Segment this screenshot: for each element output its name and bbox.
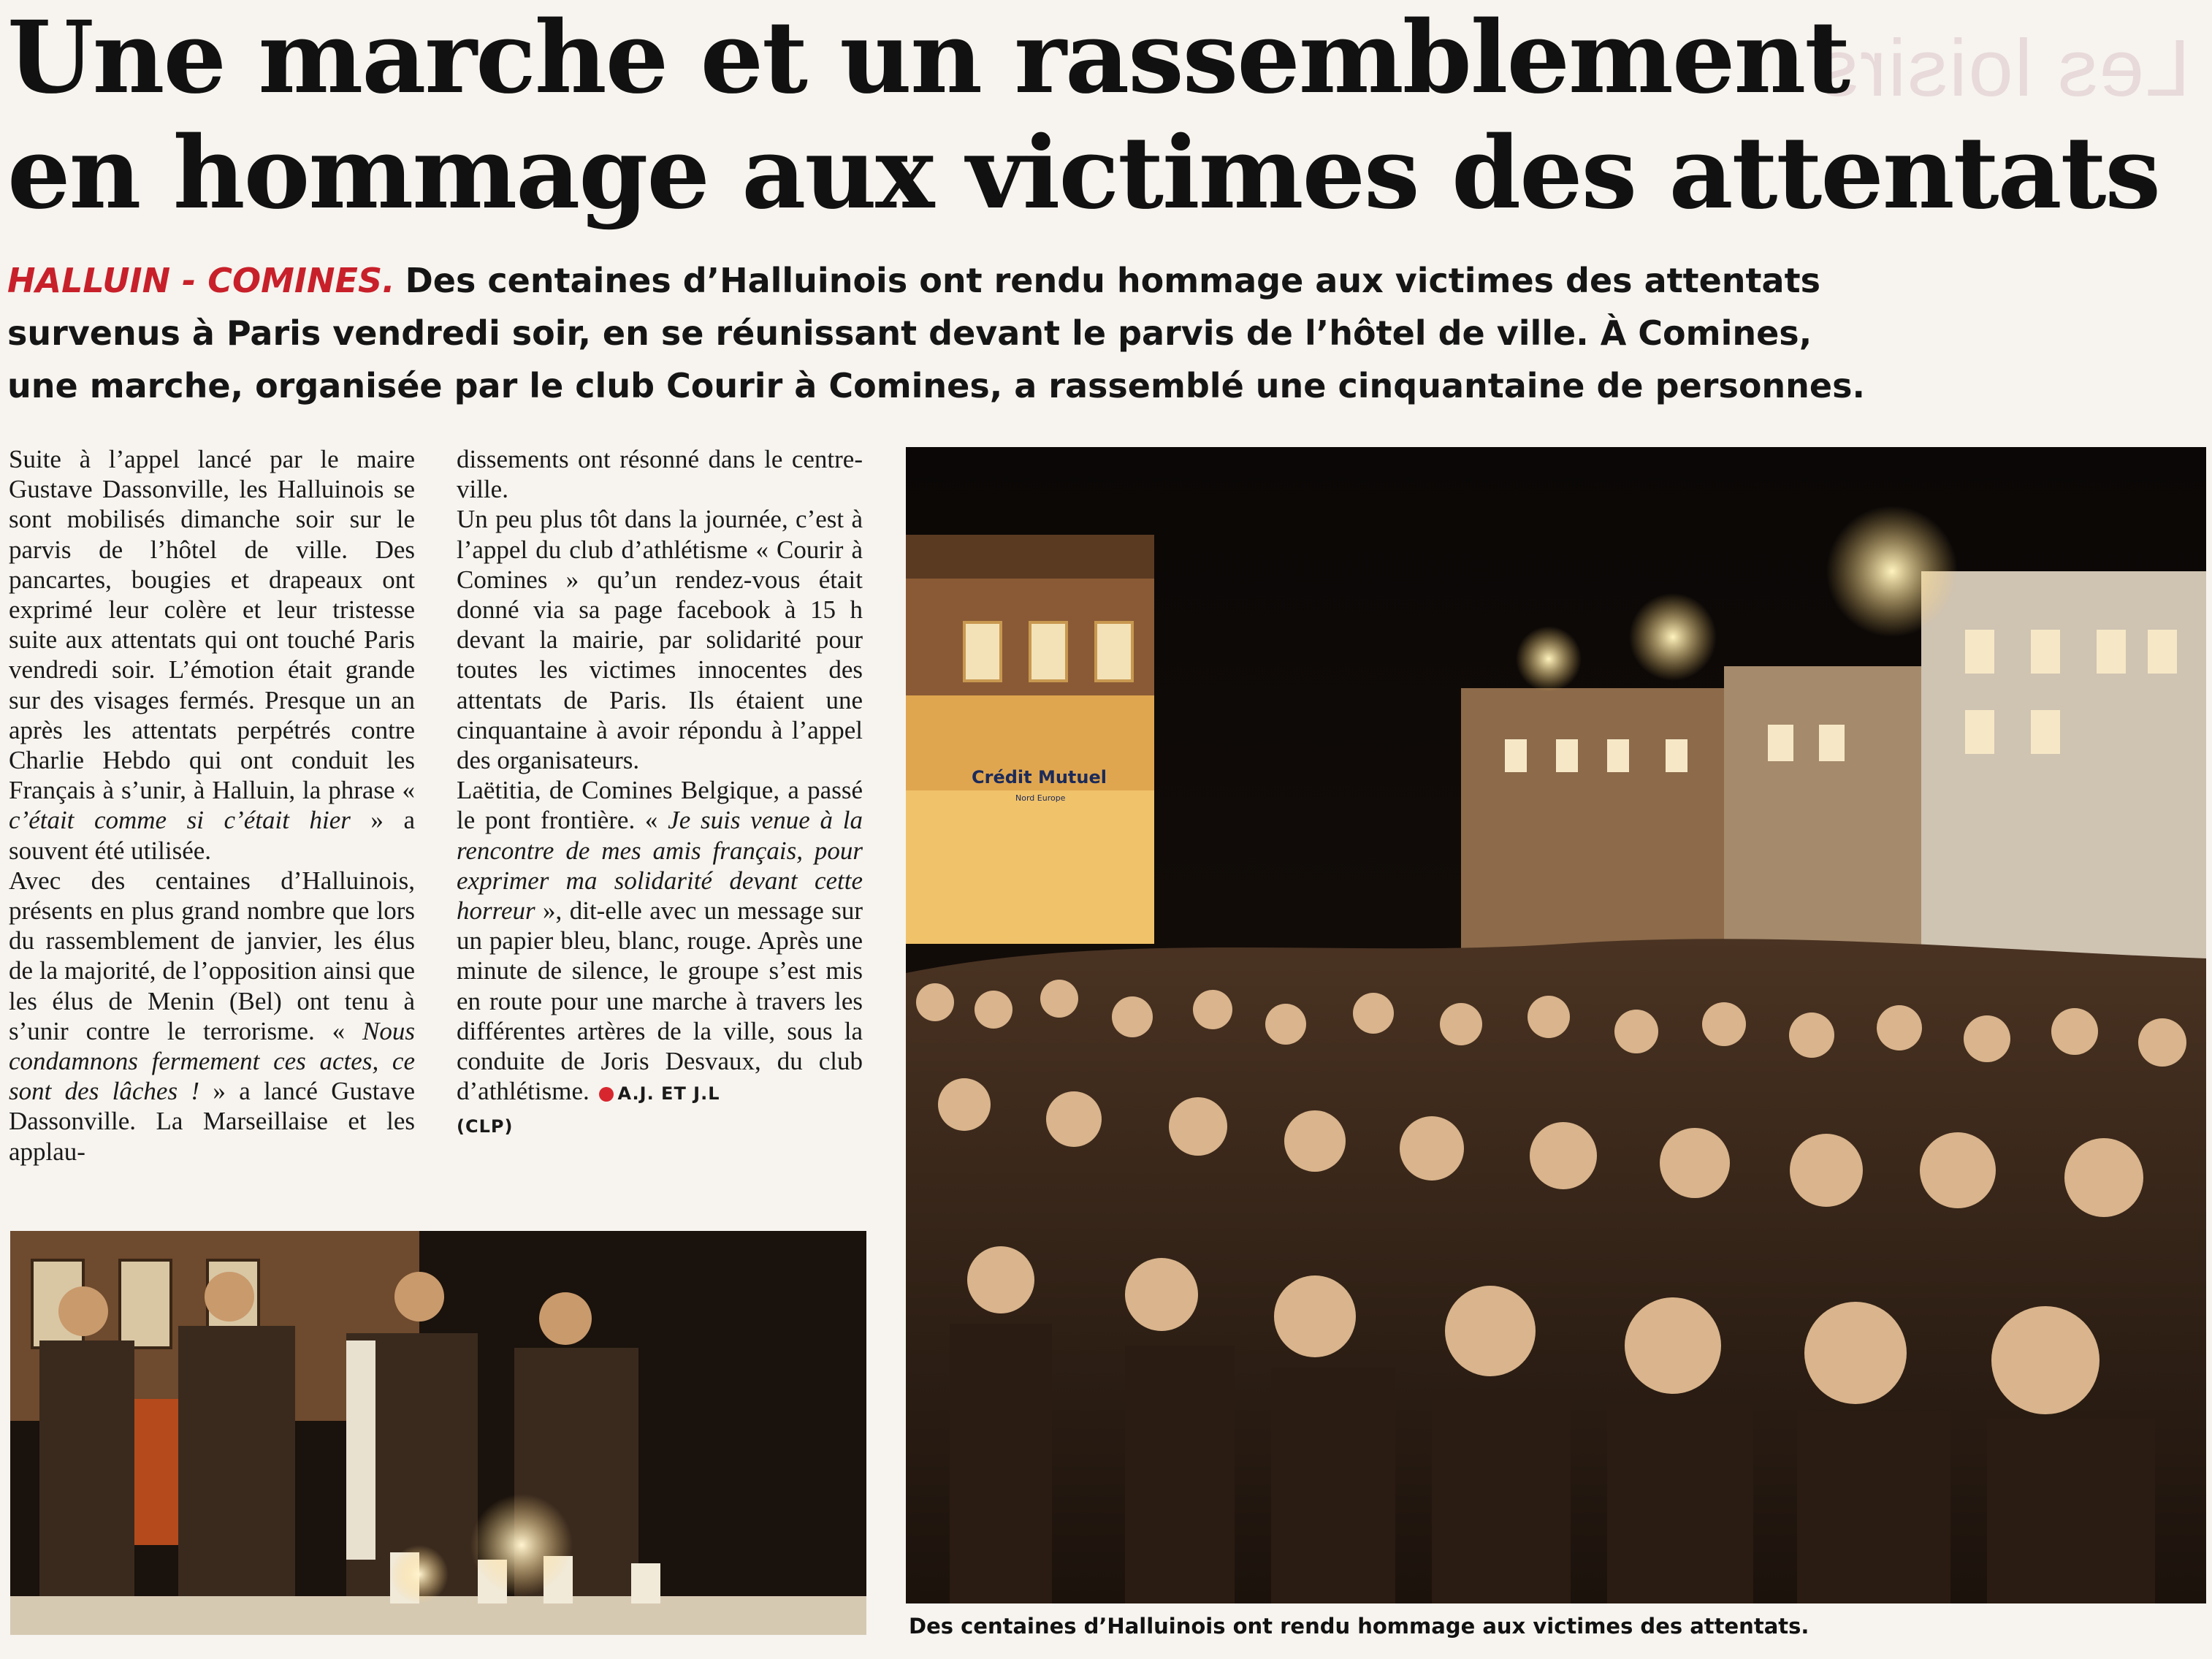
column2-paragraph-1: Un peu plus tôt dans la journée, c’est à l’appel du club d’athlétisme « Courir à Comines » qu’un rendez-vous était donné via sa page facebook à 15 h devant la mairie, par solidarité pour toutes les victimes innocentes des attentats de Paris. Ils étaient une cinquantaine à avoir répondu à l’appel des organisateurs. — [457, 505, 863, 775]
bank-sign-sub: Nord Europe — [1015, 793, 1066, 803]
column2-text-2: Laëtitia, de Comines Belgique, a passé le pont frontière. « — [457, 776, 863, 835]
photo-caption: Des centaines d’Halluinois ont rendu hommage aux victimes des attentats. — [909, 1614, 1809, 1639]
main-photo-crowd — [906, 447, 2206, 1603]
lead-line-3: une marche, organisée par le club Courir à Comines, a rassemblé une cinquantaine de personnes. — [7, 366, 1865, 405]
article-column-2 — [457, 444, 863, 1143]
lead-line-2: survenus à Paris vendredi soir, en se réunissant devant le parvis de l’hôtel de ville. À Comines, — [7, 313, 1812, 353]
lead-paragraph — [7, 254, 1865, 412]
column1-paragraph-2 — [9, 866, 415, 1167]
column2-paragraph-2 — [457, 775, 863, 1142]
column1-text-1: Suite à l’appel lancé par le maire Gustave Dassonville, les Halluinois se sont mobilisés dimanche soir sur le parvis de l’hôtel de ville. Des pancartes, bougies et drapeaux ont exprimé leur colère et leur tristesse suite aux attentats qui ont touché Paris vendredi soir. L’émotion était grande sur des visages fermés. Presque un an après les attentats perpétrés contre Charlie Hebdo qui ont conduit les Français à s’unir, à Halluin, la phrase « — [9, 445, 415, 805]
column1-quote-2: Nous condamnons fermement ces actes, ce sont des lâches ! — [9, 1016, 415, 1106]
column1-paragraph-1 — [9, 444, 415, 866]
lead-text-1: Des centaines d’Halluinois ont rendu hommage aux victimes des attentats — [405, 261, 1820, 300]
column1-text-1-end: » a souvent été utilisée. — [9, 806, 415, 865]
column1-text-2: Avec des centaines d’Halluinois, présents en plus grand nombre que lors du rassemblement de janvier, les élus de la majorité, de l’opposition ainsi que les élus de Menin (Bel) ont tenu à s’unir contre le terrorisme. « — [9, 866, 415, 1045]
lead-line-1 — [7, 254, 1820, 307]
lead-kicker: HALLUIN - COMINES. — [7, 261, 395, 300]
small-photo-illustration — [10, 1231, 866, 1635]
bank-sign: Crédit Mutuel — [972, 767, 1107, 787]
headline-line-1: Une marche et un rassemblement — [7, 0, 1850, 116]
facing-page-ghost-title: Les loisirs — [1816, 23, 2190, 113]
column1-text-2-end: » a lancé Gustave Dassonville. La Marseillaise et les applau- — [9, 1077, 415, 1166]
article-column-1 — [9, 444, 415, 1167]
small-photo-candles — [10, 1231, 866, 1635]
signature-agency: (CLP) — [457, 1116, 514, 1137]
column2-text-2-end: », dit-elle avec un message sur un papier bleu, blanc, rouge. Après une minute de silence, le groupe s’est mis en route pour une marche à travers les différentes artères de la ville, sous la conduite de Joris Desvaux, du club d’athlétisme. — [457, 896, 863, 1106]
signature-dot-icon — [599, 1087, 614, 1102]
headline-line-2: en hommage aux victimes des attentats — [7, 115, 2160, 232]
column1-quote-1: c’était comme si c’était hier — [9, 806, 351, 835]
column2-paragraph-0: dissements ont résonné dans le centre-ville. — [457, 445, 863, 504]
signature-initials: A.J. ET J.L — [617, 1083, 720, 1105]
main-photo-illustration — [906, 447, 2206, 1603]
column2-quote: Je suis venue à la rencontre de mes amis français, pour exprimer ma solidarité devant cette horreur — [457, 806, 863, 926]
